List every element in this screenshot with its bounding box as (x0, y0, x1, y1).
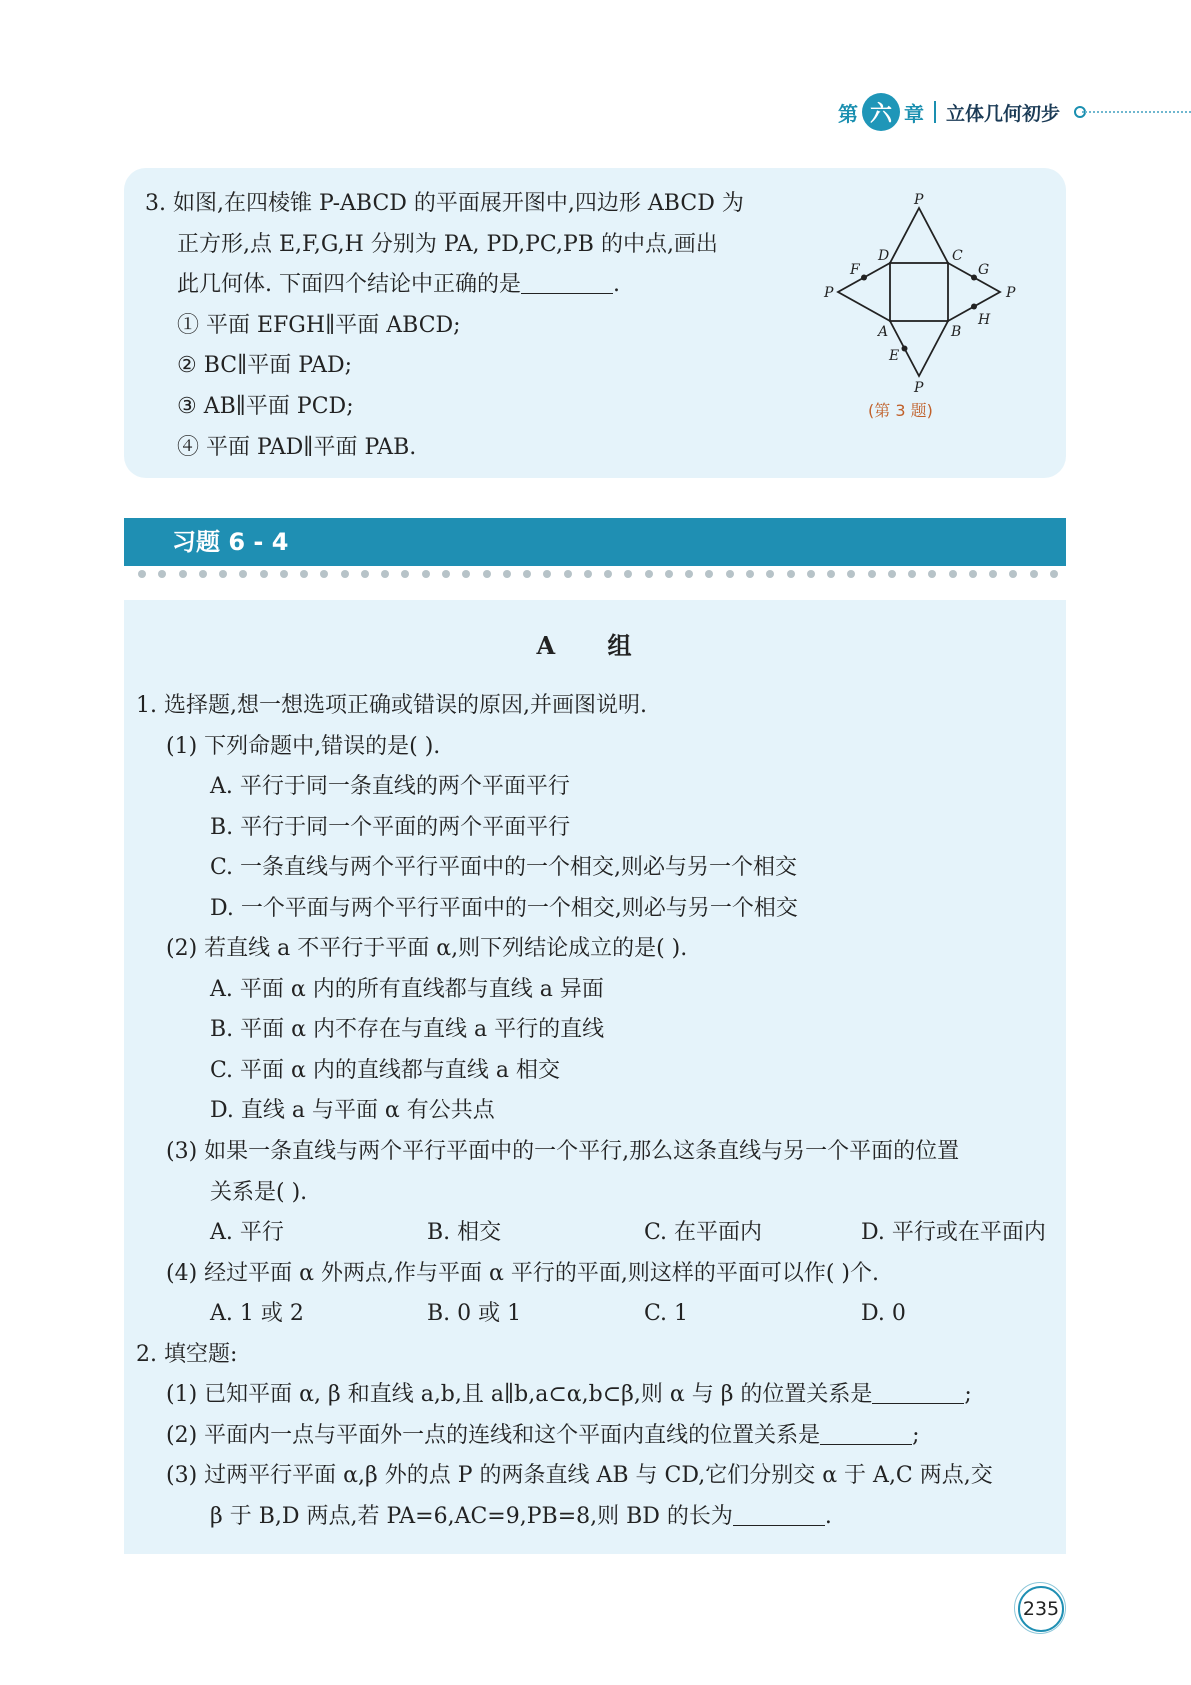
label-e: E (889, 348, 900, 364)
q1-sub3-option-b: B. 相交 (427, 1220, 502, 1246)
chapter-prefix: 第 (838, 101, 858, 126)
group-a-title: A 组 (536, 631, 654, 660)
q2-sub3-cont (136, 1497, 1078, 1538)
chapter-suffix: 章 (904, 101, 924, 126)
divider-dot (199, 570, 207, 578)
q1-sub3-stem: (3) 如果一条直线与两个平行平面中的一个平行,那么这条直线与另一个平面的位置 (166, 1139, 960, 1165)
q1-sub1-stem: (1) 下列命题中,错误的是( ). (166, 733, 441, 759)
q1-sub3-stem-cont: 关系是( ). (210, 1179, 308, 1205)
conclusion-4: ④ 平面 PAD∥平面 PAB. (177, 434, 417, 460)
header-dotted-line (1082, 111, 1191, 113)
divider-dot (462, 570, 470, 578)
question-2-stem: 2. 填空题: (136, 1341, 238, 1367)
problem-3-line: 3. 如图,在四棱锥 P-ABCD 的平面展开图中,四边形 ABCD 为 (145, 191, 744, 216)
divider-dot (179, 570, 187, 578)
divider-dot (239, 570, 247, 578)
group-a-questions (136, 686, 1078, 1537)
divider-dot (969, 570, 977, 578)
pyramid-net-diagram (816, 188, 1036, 428)
divider-dot (543, 570, 551, 578)
q1-sub2-option-b: B. 平面 α 内不存在与直线 a 平行的直线 (210, 1017, 605, 1043)
label-c: C (952, 248, 963, 264)
q1-sub4-options (136, 1294, 1078, 1335)
question-1-stem: 1. 选择题,想一想选项正确或错误的原因,并画图说明. (136, 693, 647, 718)
divider-dot (401, 570, 409, 578)
figure-caption: (第 3 题) (868, 401, 933, 420)
label-p-bottom: P (914, 380, 924, 396)
page-number: 235 (1018, 1586, 1064, 1632)
label-h: H (978, 312, 991, 328)
q1-sub3-option-c: C. 在平面内 (644, 1220, 763, 1246)
divider-dot (928, 570, 936, 578)
q2-sub1-text: (1) 已知平面 α, β 和直线 a,b,且 a∥b,a⊂α,b⊂β,则 α 与 β 的位置关系是 (166, 1382, 873, 1408)
chapter-title: 立体几何初步 (946, 102, 1061, 125)
problem-3-line: 正方形,点 E,F,G,H 分别为 PA, PD,PC,PB 的中点,画出 (177, 231, 718, 257)
divider-dot (158, 570, 166, 578)
q1-sub4-option-d: D. 0 (861, 1301, 906, 1327)
q2-sub2 (136, 1416, 1078, 1457)
conclusion-3: ③ AB∥平面 PCD; (177, 393, 354, 419)
q1-sub4-option-b: B. 0 或 1 (427, 1301, 522, 1327)
divider-dot (665, 570, 673, 578)
divider-dot (564, 570, 572, 578)
divider-dot (320, 570, 328, 578)
divider-dot (1009, 570, 1017, 578)
divider-dot (705, 570, 713, 578)
divider-dot (138, 570, 146, 578)
q1-sub4-option-c: C. 1 (644, 1301, 689, 1327)
q1-sub2-option-a: A. 平面 α 内的所有直线都与直线 a 异面 (210, 976, 604, 1002)
pyramid-net-svg (816, 188, 1036, 428)
q1-sub2-stem: (2) 若直线 a 不平行于平面 α,则下列结论成立的是( ). (166, 936, 688, 962)
q2-sub1 (136, 1375, 1078, 1416)
answer-blank[interactable] (521, 269, 613, 294)
dotted-divider (138, 570, 1058, 582)
exercise-title: 习题 6 - 4 (172, 528, 289, 556)
divider-dot (868, 570, 876, 578)
divider-dot (1050, 570, 1058, 578)
divider-dot (1030, 570, 1038, 578)
q2-sub3: (3) 过两平行平面 α,β 外的点 P 的两条直线 AB 与 CD,它们分别交 α 于 A,C 两点,交 (166, 1463, 993, 1489)
divider-dot (807, 570, 815, 578)
problem-3-text (145, 184, 744, 468)
conclusion-2: ② BC∥平面 PAD; (177, 353, 353, 379)
problem-3-line-text: 此几何体. 下面四个结论中正确的是 (177, 272, 521, 298)
problem-3-line-end: . (613, 272, 620, 298)
q2-sub3-end: . (824, 1503, 832, 1529)
q2-sub2-end: ; (912, 1422, 920, 1448)
q1-sub4-stem: (4) 经过平面 α 外两点,作与平面 α 平行的平面,则这样的平面可以作( )个. (166, 1260, 879, 1286)
label-f: F (850, 262, 860, 278)
divider-dot (787, 570, 795, 578)
divider-dot (361, 570, 369, 578)
divider-dot (827, 570, 835, 578)
problem-3-line (145, 265, 744, 306)
q1-sub2-option-c: C. 平面 α 内的直线都与直线 a 相交 (210, 1057, 560, 1083)
label-b: B (951, 324, 962, 340)
answer-blank[interactable] (820, 1420, 912, 1445)
label-p-left: P (824, 285, 834, 301)
divider-dot (483, 570, 491, 578)
label-d: D (878, 248, 890, 264)
answer-blank[interactable] (733, 1501, 825, 1526)
divider-dot (442, 570, 450, 578)
divider-dot (300, 570, 308, 578)
q1-sub1-option-d: D. 一个平面与两个平行平面中的一个相交,则必与另一个相交 (210, 895, 798, 921)
q2-sub1-end: ; (964, 1382, 972, 1408)
divider-dot (604, 570, 612, 578)
label-a: A (878, 324, 889, 340)
divider-dot (645, 570, 653, 578)
divider-dot (584, 570, 592, 578)
q1-sub3-options (136, 1213, 1078, 1254)
q1-sub2-option-d: D. 直线 a 与平面 α 有公共点 (210, 1098, 495, 1124)
divider-dot (989, 570, 997, 578)
answer-blank[interactable] (872, 1379, 964, 1404)
label-p-top: P (914, 192, 924, 208)
divider-dot (523, 570, 531, 578)
divider-dot (624, 570, 632, 578)
divider-dot (888, 570, 896, 578)
q2-sub2-text: (2) 平面内一点与平面外一点的连线和这个平面内直线的位置关系是 (166, 1422, 821, 1448)
conclusion-1: ① 平面 EFGH∥平面 ABCD; (177, 312, 461, 338)
q1-sub1-option-b: B. 平行于同一个平面的两个平面平行 (210, 814, 571, 840)
divider-dot (422, 570, 430, 578)
divider-dot (260, 570, 268, 578)
divider-dot (341, 570, 349, 578)
divider-dot (503, 570, 511, 578)
q1-sub3-option-a: A. 平行 (210, 1220, 284, 1246)
divider-dot (766, 570, 774, 578)
label-g: G (978, 262, 990, 278)
divider-dot (746, 570, 754, 578)
q1-sub4-option-a: A. 1 或 2 (210, 1301, 304, 1327)
chapter-header (838, 92, 1086, 132)
divider-dot (219, 570, 227, 578)
divider-dot (381, 570, 389, 578)
q1-sub1-option-c: C. 一条直线与两个平行平面中的一个相交,则必与另一个相交 (210, 855, 798, 881)
label-p-right: P (1006, 285, 1016, 301)
q1-sub1-option-a: A. 平行于同一条直线的两个平面平行 (210, 774, 570, 800)
divider-dot (847, 570, 855, 578)
divider-dot (280, 570, 288, 578)
divider-dot (949, 570, 957, 578)
q2-sub3-text: β 于 B,D 两点,若 PA=6,AC=9,PB=8,则 BD 的长为 (210, 1503, 733, 1529)
divider-dot (908, 570, 916, 578)
chapter-number-badge: 六 (862, 93, 900, 131)
divider-dot (685, 570, 693, 578)
chapter-divider (934, 101, 936, 123)
divider-dot (726, 570, 734, 578)
q1-sub3-option-d: D. 平行或在平面内 (861, 1220, 1046, 1246)
